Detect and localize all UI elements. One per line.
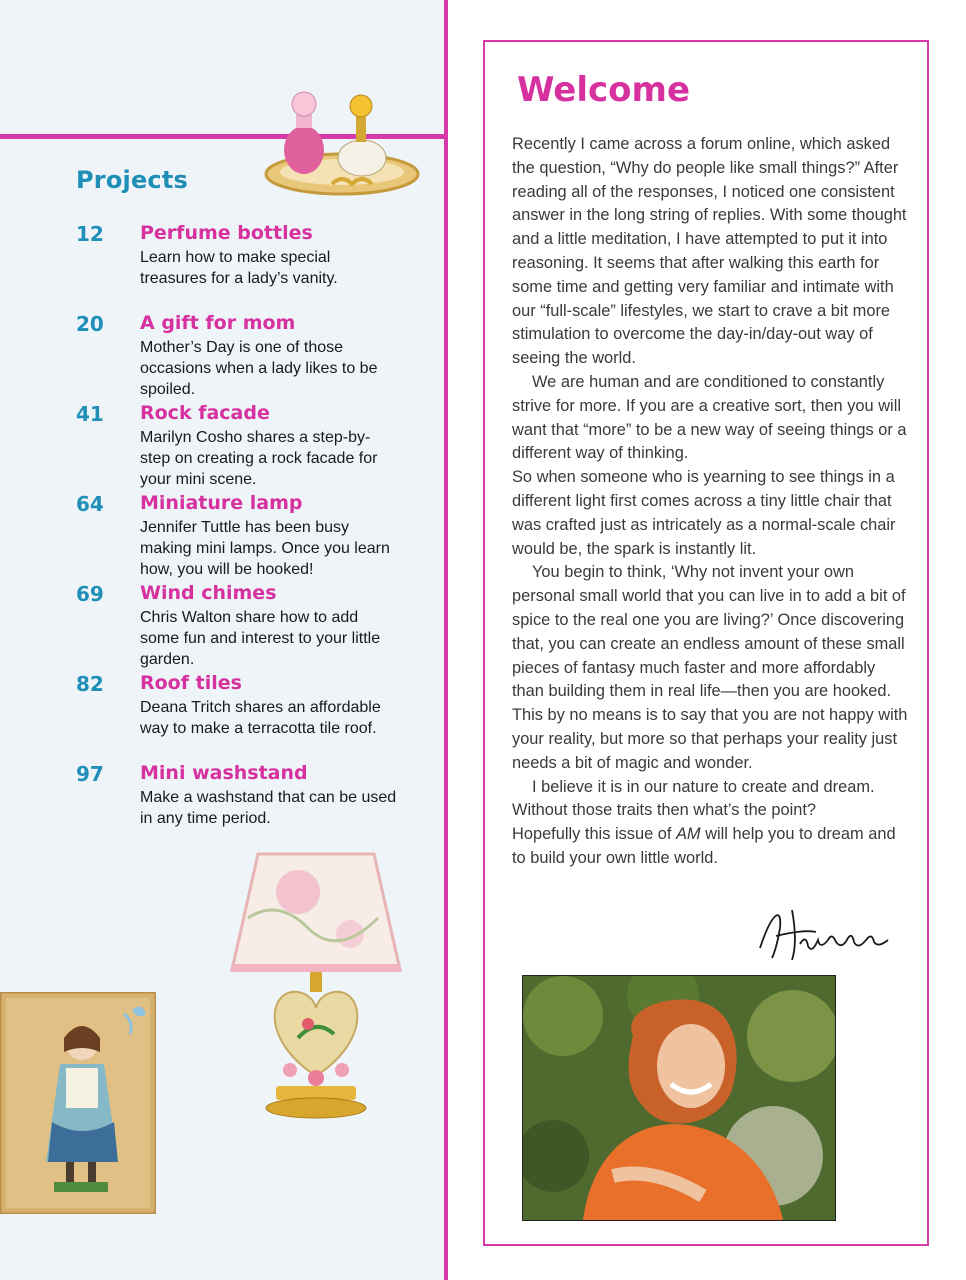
victorian-card-image (0, 992, 156, 1214)
list-item[interactable] (76, 672, 416, 762)
page-number: 64 (76, 492, 104, 516)
page-number: 82 (76, 672, 104, 696)
perfume-bottles-image (262, 76, 422, 198)
list-item[interactable] (76, 222, 416, 312)
magazine-abbrev: AM (676, 825, 701, 844)
project-description: Learn how to make special treasures for a lady’s vanity. (140, 249, 338, 287)
list-item[interactable] (76, 312, 416, 402)
list-item[interactable] (76, 582, 416, 672)
project-description: Marilyn Cosho shares a step-by-step on creating a rock facade for your mini scene. (140, 429, 378, 488)
page-number: 20 (76, 312, 104, 336)
signature (752, 902, 902, 964)
page-number: 41 (76, 402, 104, 426)
welcome-title: Welcome (517, 70, 691, 110)
project-description: Chris Walton share how to add some fun and interest to your little garden. (140, 609, 381, 668)
letter-paragraph: You begin to think, ‘Why not invent your own personal small world that you can live in to add a bit of spice to the real one you are living?’ Once discovering that, you can create an endless amount of these small pieces of fantasy much faster and more affordably than building them in real life—then you are hooked. This by no means is to say that you are not happy with your reality, but more so that perhaps your reality just needs a bit of magic and wonder. (512, 563, 908, 772)
miniature-lamp-image (228, 848, 404, 1124)
letter-paragraph: Recently I came across a forum online, which asked the question, “Why do people like small things?” After reading all of the responses, I noticed one consistent answer in the long string of replies. With some thought and a little meditation, I have attempted to put it into reasoning. It seems that after walking this earth for some time and getting very familiar and intimate with our “full-scale” lifestyles, we start to crave a bit more stimulation to overcome the day-in/day-out way of seeing the world. (512, 135, 907, 368)
project-title: A gift for mom (140, 312, 296, 334)
closing-text: Hopefully this issue of (512, 825, 676, 844)
projects-heading: Projects (76, 166, 189, 194)
letter-closing (512, 823, 908, 871)
project-title: Mini washstand (140, 762, 308, 784)
project-title: Rock facade (140, 402, 270, 424)
list-item[interactable] (76, 402, 416, 492)
editor-photo (522, 975, 836, 1221)
letter-paragraph: I believe it is in our nature to create and dream. Without those traits then what’s the point? (512, 777, 875, 820)
project-description: Jennifer Tuttle has been busy making mini lamps. Once you learn how, you will be hooked! (140, 519, 390, 578)
project-title: Roof tiles (140, 672, 242, 694)
page-number: 12 (76, 222, 104, 246)
page-number: 97 (76, 762, 104, 786)
project-list (76, 222, 416, 852)
column-divider (444, 0, 448, 1280)
editor-letter (512, 133, 908, 871)
page-number: 69 (76, 582, 104, 606)
project-description: Make a washstand that can be used in any time period. (140, 789, 397, 827)
list-item[interactable] (76, 762, 416, 852)
list-item[interactable] (76, 492, 416, 582)
letter-paragraph: We are human and are conditioned to constantly strive for more. If you are a creative sort, then you will want that “more” to be a new way of seeing things or a different way of thinking. (512, 372, 907, 463)
project-title: Perfume bottles (140, 222, 313, 244)
project-description: Mother’s Day is one of those occasions when a lady likes to be spoiled. (140, 339, 378, 398)
project-title: Wind chimes (140, 582, 277, 604)
letter-paragraph: So when someone who is yearning to see things in a different light first comes across a tiny little chair that was crafted just as intricately as a normal-scale chair would be, the spark is instantly lit. (512, 468, 896, 558)
closing-text-end: will help you to dream and to build your own little world. (512, 825, 896, 867)
project-title: Miniature lamp (140, 492, 303, 514)
project-description: Deana Tritch shares an affordable way to make a terracotta tile roof. (140, 699, 381, 737)
